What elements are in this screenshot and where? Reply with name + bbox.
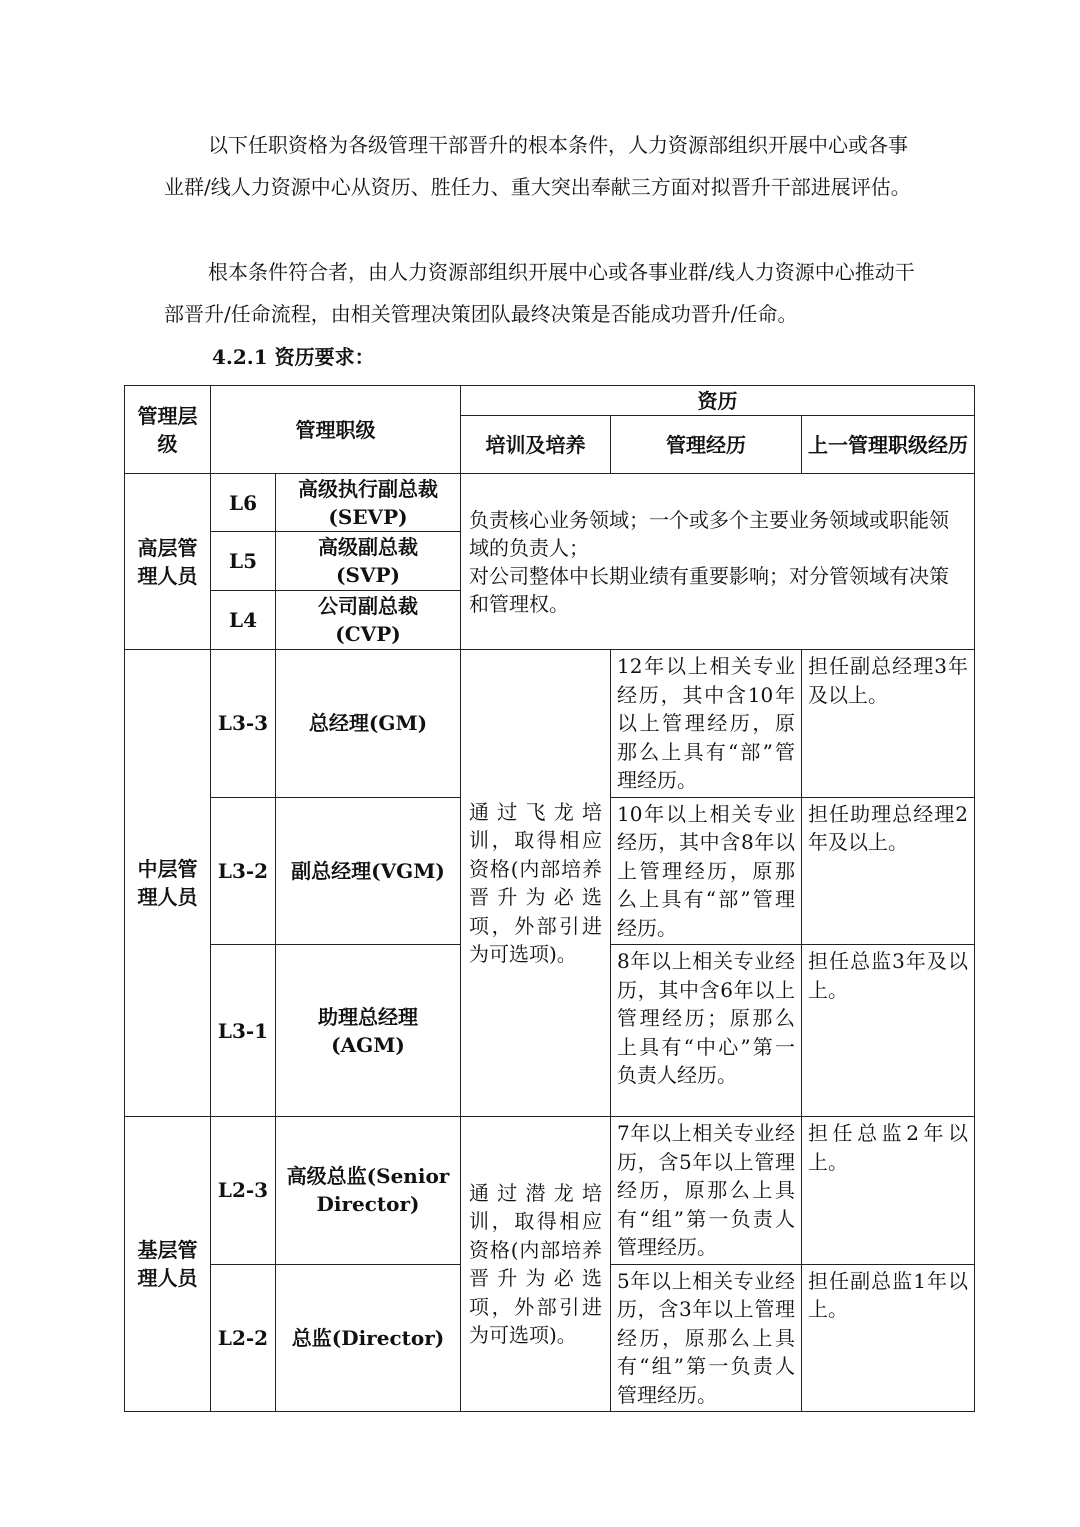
section-title: 4.2.1 资历要求： (212, 345, 375, 369)
rank-title-abbr: (SEVP) (328, 504, 408, 529)
mgmt-experience: 8年以上相关专业经历，其中含6年以上管理经历；原那么上具有“中心”第一负责人经历。 (611, 945, 802, 1117)
prev-rank-experience: 担任副总经理3年及以上。 (802, 650, 975, 798)
rank-code: L3-2 (211, 797, 276, 945)
rank-title: 副总经理(VGM) (276, 797, 461, 945)
header-mgmt-level: 管理层级 (125, 386, 211, 474)
rank-title-abbr: (SVP) (336, 563, 400, 587)
mgmt-experience: 7年以上相关专业经历，含5年以上管理经历，原那么上具有“组”第一负责人管理经历。 (611, 1117, 802, 1265)
rank-title: 助理总经理(AGM) (276, 945, 461, 1117)
rank-code: L3-1 (211, 945, 276, 1117)
prev-rank-experience: 担任总监2年以上。 (802, 1117, 975, 1265)
header-mgmt-experience: 管理经历 (611, 416, 802, 474)
intro-paragraph-1: 以下任职资格为各级管理干部晋升的根本条件，人力资源部组织开展中心或各事业群/线人力资源中心从资历、胜任力、重大突出奉献三方面对拟晋升干部进展评估。 (164, 133, 911, 199)
rank-code: L5 (211, 532, 276, 591)
rank-title (276, 474, 461, 532)
senior-description-line-1: 负责核心业务领域；一个或多个主要业务领域或职能领域的负责人； (469, 507, 949, 560)
senior-description (461, 474, 975, 650)
intro-paragraph-2: 根本条件符合者，由人力资源部组织开展中心或各事业群/线人力资源中心推动干部晋升/任命流程，由相关管理决策团队最终决策是否能成功晋升/任命。 (164, 260, 915, 326)
mgmt-experience: 10年以上相关专业经历，其中含8年以上管理经历，原那么上具有“部”管理经历。 (611, 797, 802, 945)
rank-title: 高级总监(Senior Director) (276, 1117, 461, 1265)
group-basic: 基层管理人员 (125, 1117, 211, 1412)
group-senior: 高层管理人员 (125, 474, 211, 650)
mgmt-experience: 12年以上相关专业经历，其中含10年以上管理经历，原那么上具有“部”管理经历。 (611, 650, 802, 798)
prev-rank-experience: 担任副总监1年以上。 (802, 1264, 975, 1412)
prev-rank-experience: 担任助理总经理2年及以上。 (802, 797, 975, 945)
rank-code: L2-2 (211, 1264, 276, 1412)
rank-title (276, 591, 461, 650)
header-training: 培训及培养 (461, 416, 611, 474)
basic-training: 通过潜龙培训，取得相应资格(内部培养晋升为必选项，外部引进为可选项)。 (461, 1117, 611, 1412)
rank-code: L3-3 (211, 650, 276, 798)
rank-code: L4 (211, 591, 276, 650)
prev-rank-experience: 担任总监3年及以上。 (802, 945, 975, 1117)
rank-title-abbr: (CVP) (335, 622, 401, 646)
rank-code: L2-3 (211, 1117, 276, 1265)
header-qualification: 资历 (461, 386, 975, 416)
rank-title-name: 公司副总裁 (318, 594, 418, 618)
rank-title (276, 532, 461, 591)
rank-title: 总监(Director) (276, 1264, 461, 1412)
group-middle: 中层管理人员 (125, 650, 211, 1117)
rank-title-name: 高级执行副总裁 (298, 476, 438, 501)
rank-code: L6 (211, 474, 276, 532)
senior-description-line-2: 对公司整体中长期业绩有重要影响；对分管领域有决策和管理权。 (469, 563, 949, 616)
header-prev-rank-experience: 上一管理职级经历 (802, 416, 975, 474)
rank-title-name: 高级副总裁 (318, 535, 418, 559)
mgmt-experience: 5年以上相关专业经历，含3年以上管理经历，原那么上具有“组”第一负责人管理经历。 (611, 1264, 802, 1412)
middle-training: 通过飞龙培训，取得相应资格(内部培养晋升为必选项，外部引进为可选项)。 (461, 650, 611, 1117)
header-mgmt-rank: 管理职级 (211, 386, 461, 474)
qualification-table (124, 385, 975, 1412)
rank-title: 总经理(GM) (276, 650, 461, 798)
